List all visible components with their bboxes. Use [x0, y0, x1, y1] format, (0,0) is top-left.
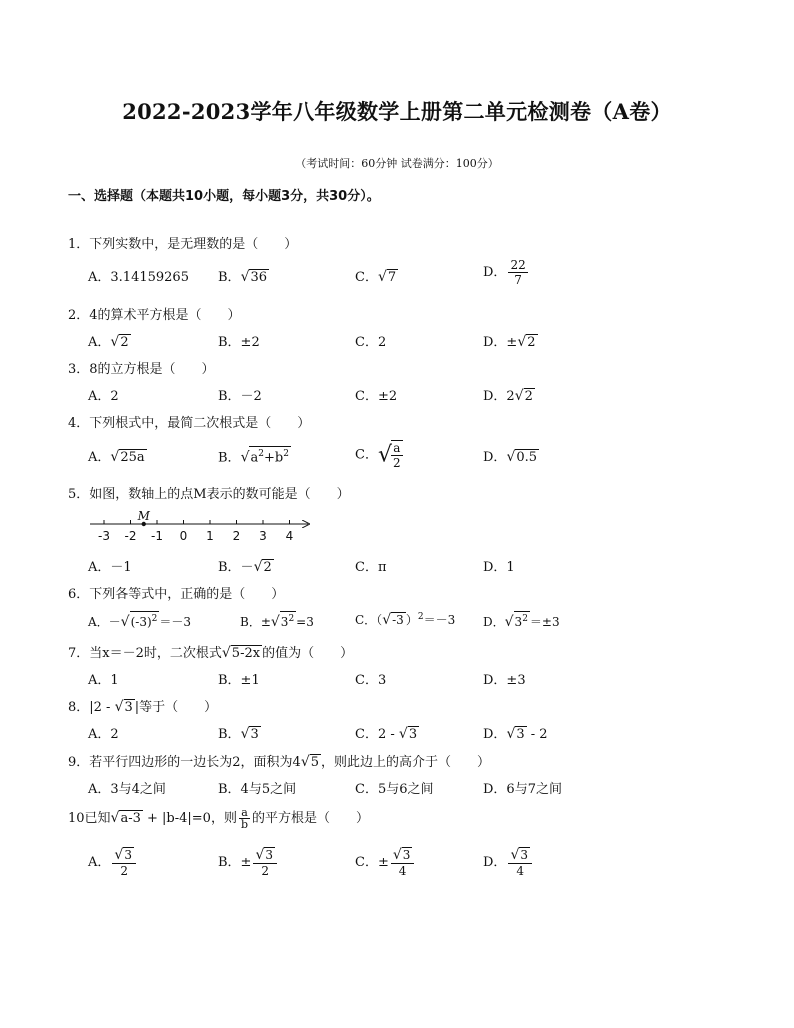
q10-option-b: B．± $\frac{√3}{2}$ [218, 847, 279, 878]
tick-label: 2 [232, 529, 241, 543]
tick-label: 1 [206, 529, 214, 543]
question-1-stem: 1．下列实数中，是无理数的是（ ） [68, 237, 298, 252]
q6-option-b: B．$\pm√3^2 =3$ [240, 611, 314, 630]
page-title: 2022-2023学年八年级数学上册第二单元检测卷（A卷） [122, 99, 672, 124]
question-7-stem: 7．当x＝－2时，二次根式√5-2x 的值为（ ） [68, 645, 354, 661]
question-10-stem: 10已知√a-3 + |b-4|=0，则 $\frac{a}{b}$ 的平方根是（ ） [68, 806, 370, 831]
q8-option-a: A．2 [88, 727, 119, 742]
q3-option-b: B．－2 [218, 389, 262, 404]
q9-option-c: C．5与6之间 [355, 782, 434, 797]
tick-label: -3 [98, 529, 110, 543]
q5-option-a: A．－1 [88, 560, 132, 575]
section-heading: 一、选择题（本题共10小题，每小题3分，共30分）。 [68, 189, 380, 204]
number-line [86, 510, 316, 544]
q10-option-a: A． $\frac{√3}{2}$ [88, 847, 138, 878]
q6-option-d: D．$√3^2 =\pm 3$ [483, 611, 560, 630]
tick-label: 4 [285, 529, 294, 543]
q6-option-a: A．$-√(-3)^2 =-3$ [88, 611, 191, 630]
tick-label: 3 [259, 529, 267, 543]
point-m-label: M [137, 510, 150, 523]
q7-option-b: B．±1 [218, 673, 260, 688]
question-5-stem: 5．如图，数轴上的点M表示的数可能是（ ） [68, 487, 350, 502]
q3-option-c: C．±2 [355, 389, 398, 404]
q4-option-b: B．$√a^2+b^2$ [218, 446, 291, 465]
q5-option-c: C．π [355, 560, 387, 575]
q5-option-d: D．1 [483, 560, 515, 575]
q2-option-d: D．±√2 [483, 334, 536, 350]
q3-option-a: A．2 [88, 389, 119, 404]
question-2-stem: 2．4的算术平方根是（ ） [68, 308, 241, 323]
q10-option-c: C．± $\frac{√3}{4}$ [355, 847, 416, 878]
q7-option-a: A．1 [88, 673, 119, 688]
tick-label: -2 [124, 529, 137, 543]
q2-option-a: A．√2 [88, 334, 129, 350]
question-9-stem: 9．若平行四边形的一边长为2，面积为4√5 ，则此边上的高介于（ ） [68, 754, 491, 770]
question-6-stem: 6．下列各等式中，正确的是（ ） [68, 587, 285, 602]
question-3-stem: 3．8的立方根是（ ） [68, 362, 215, 377]
q10-option-d: D． $\frac{√3}{4}$ [483, 847, 534, 878]
q9-option-a: A．3与4之间 [88, 782, 166, 797]
q2-option-b: B．±2 [218, 335, 260, 350]
q8-option-c: C．2 - √3 [355, 726, 418, 742]
q1-option-c: C．√7 [355, 269, 397, 285]
q7-option-d: D．±3 [483, 673, 526, 688]
q2-option-c: C．2 [355, 335, 387, 350]
q1-option-d: D． $\frac{22}{7}$ [483, 258, 526, 287]
q4-option-a: A．√25a [88, 449, 145, 465]
q4-option-c: C．√ $\frac{a}{2}$ [355, 441, 401, 470]
q7-option-c: C．3 [355, 673, 387, 688]
q9-option-d: D．6与7之间 [483, 782, 562, 797]
question-8-stem: 8．|2 - √3 |等于（ ） [68, 699, 218, 715]
q1-option-b: B．√36 [218, 269, 268, 285]
question-4-stem: 4．下列根式中，最简二次根式是（ ） [68, 416, 311, 431]
q1-option-a: A．3.14159265 [88, 270, 189, 285]
q6-option-c: C．（√-3 ）$^2$＝－3 [355, 612, 456, 628]
q3-option-d: D．2√2 [483, 388, 533, 404]
q4-option-d: D．√0.5 [483, 449, 538, 465]
q8-option-d: D．√3 - 2 [483, 726, 548, 742]
q8-option-b: B．√3 [218, 726, 259, 742]
tick-label: 0 [179, 529, 188, 543]
exam-info: （考试时间：60分钟 试卷满分：100分） [295, 157, 499, 170]
tick-label: -1 [151, 529, 163, 543]
q5-option-b: B．－√2 [218, 559, 272, 575]
q9-option-b: B．4与5之间 [218, 782, 297, 797]
